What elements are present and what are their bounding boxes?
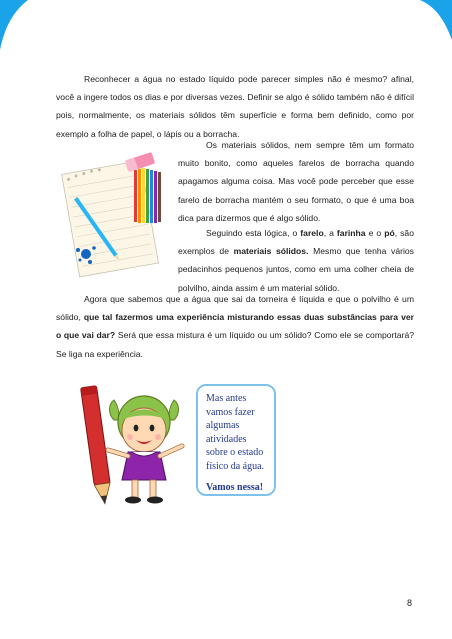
girl-with-pencil-illustration — [78, 380, 198, 510]
page-number: 8 — [406, 598, 412, 608]
paragraph-intro: Reconhecer a água no estado líquido pode parecer simples não é mesmo? afinal, você a ingere todos os dias e por diversas vezes. Definir se algo é sólido também não é difícil pois, normalmente, os materiais sólidos têm superfície e forma bem definido, como por exemplo a folha de papel, o lápis ou a borracha. — [56, 74, 414, 139]
paragraph-experiment: Agora que sabemos que a água que sai da torneira é líquida e que o polvilho é um sólido, que tal fazermos uma experiência misturando essas duas substâncias para ver o que vai dar? Será que essa mistura é um líquido ou um sólido? Como ele se comportará? Se liga na experiência. — [56, 294, 415, 359]
paragraph-examples: Seguindo esta lógica, o farelo, a farinha e o pó, são exemplos de materiais sólidos. Mesmo que tenha vários pedacinhos pequenos juntos, como em uma colher cheia de polvilho, ainda assim é um material sólido. — [178, 228, 414, 293]
paragraph-solids: Os materiais sólidos, nem sempre têm um formato muito bonito, como aqueles farelos de borracha quando apagamos alguma coisa. Mas você pode perceber que esse farelo de borracha mantém o seu formato, o que é uma boa dica para dizermos que é algo sólido. — [178, 140, 414, 223]
speech-bubble — [196, 384, 276, 496]
paper-pencils-eraser-illustration — [56, 148, 172, 278]
corner-decoration — [0, 0, 452, 60]
bubble-strong-text: Vamos nessa! — [206, 482, 264, 493]
bubble-text: Mas antes vamos fazer algumas atividades sobre o estado físico da água. — [206, 393, 265, 472]
